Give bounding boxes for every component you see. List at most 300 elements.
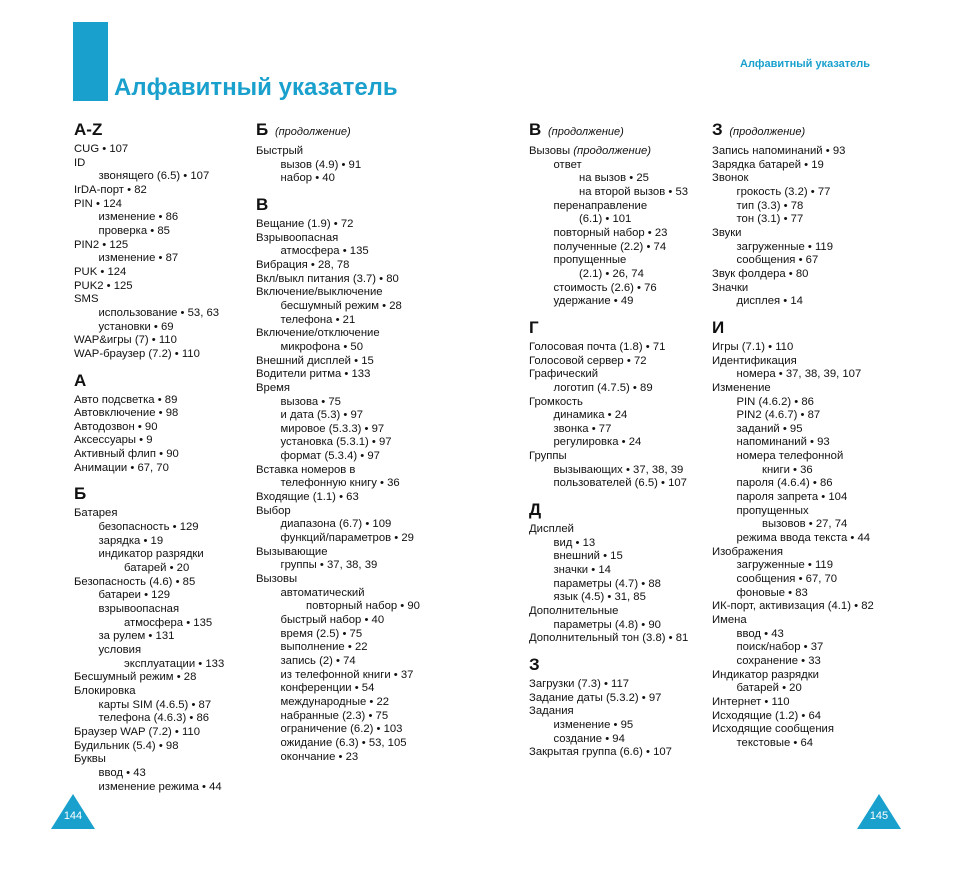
index-entry <box>256 355 441 369</box>
index-entry-text: динамика • 24 <box>553 409 628 422</box>
index-entry-text: условия <box>98 644 142 656</box>
index-entry-text: автоматический <box>280 586 365 599</box>
index-entry-text: Игры (7.1) • 110 <box>712 340 794 353</box>
index-entry-text: телефона (4.6.3) • 86 <box>98 712 210 725</box>
index-entry-text: звонка • 77 <box>553 422 612 435</box>
index-subentry <box>529 213 704 227</box>
index-entry <box>529 705 704 719</box>
index-column-3 <box>529 120 704 760</box>
index-subentry <box>529 550 704 564</box>
index-entry <box>712 669 887 683</box>
section-letter: Б <box>256 120 269 139</box>
index-entry-text: Активный флип • 90 <box>74 448 179 461</box>
index-entry <box>712 696 887 710</box>
index-subentry <box>529 733 704 747</box>
index-entry-text: параметры (4.7) • 88 <box>553 577 661 590</box>
index-entry-text: установка (5.3.1) • 97 <box>280 436 392 449</box>
index-entry-text: Звуки <box>712 226 742 239</box>
index-entry-text: регулировка • 24 <box>553 436 642 449</box>
index-entry-text: Дисплей <box>529 523 574 536</box>
index-subentry <box>712 587 887 601</box>
index-entry-text: логотип (4.7.5) • 89 <box>553 381 653 394</box>
index-entry-text: тон (3.1) • 77 <box>736 213 804 226</box>
index-entry-text: пропущенных <box>736 504 809 517</box>
index-subentry <box>529 186 704 200</box>
index-subentry <box>712 186 887 200</box>
index-entry-text: вызывающих • 37, 38, 39 <box>553 463 684 476</box>
index-subentry <box>712 464 887 478</box>
index-entry-text: безопасность • 129 <box>98 521 199 534</box>
index-entry-text: набранные (2.3) • 75 <box>280 709 389 722</box>
page-number-right: 145 <box>869 810 889 822</box>
index-entry <box>529 341 704 355</box>
index-entry-text: Индикатор разрядки <box>712 668 819 681</box>
index-entry <box>256 491 441 505</box>
section-letter: З <box>529 655 540 674</box>
index-subentry <box>529 200 704 214</box>
index-subentry <box>256 532 441 546</box>
index-entry-text: вызовов • 27, 74 <box>762 518 848 531</box>
index-entry <box>256 218 441 232</box>
index-entry-text: сохранение • 33 <box>736 654 821 667</box>
index-subentry <box>712 450 887 464</box>
index-entry-text: Буквы <box>74 753 106 766</box>
index-entry <box>712 600 887 614</box>
index-entry-text: Голосовая почта (1.8) • 71 <box>529 340 666 353</box>
index-subentry <box>74 521 249 535</box>
index-entry-text: Быстрый <box>256 145 304 157</box>
index-entry-text: Значки <box>712 281 749 294</box>
index-subentry <box>256 669 441 683</box>
section-letter: З <box>712 120 723 139</box>
index-subentry <box>74 562 249 576</box>
running-header: Алфавитный указатель <box>740 58 871 70</box>
index-entry <box>712 268 887 282</box>
index-entry-text: атмосфера • 135 <box>280 245 369 258</box>
index-subentry <box>712 295 887 309</box>
index-entry-text: заданий • 95 <box>736 422 803 435</box>
index-entry <box>529 145 704 159</box>
index-entry-text: функций/параметров • 29 <box>280 532 414 545</box>
section-letter: В <box>256 194 269 214</box>
index-entry-text: PIN2 (4.6.7) • 87 <box>736 409 821 422</box>
index-entry <box>256 232 441 246</box>
index-entry <box>256 546 441 560</box>
section-letter-heading <box>256 120 441 142</box>
index-subentry <box>529 578 704 592</box>
index-entry-text: вызов (4.9) • 91 <box>280 158 362 171</box>
index-entry <box>74 280 249 294</box>
index-subentry <box>712 213 887 227</box>
index-subentry <box>256 641 441 655</box>
index-entry <box>74 157 249 171</box>
index-entry <box>712 355 887 369</box>
index-entry-text: Вещание (1.9) • 72 <box>256 217 354 230</box>
index-subentry <box>256 655 441 669</box>
index-entry-text: ожидание (6.3) • 53, 105 <box>280 736 407 749</box>
index-subentry <box>712 409 887 423</box>
index-entry-text: Интернет • 110 <box>712 695 790 708</box>
index-entry-text: язык (4.5) • 31, 85 <box>553 591 646 604</box>
index-entry-text: Время <box>256 381 290 394</box>
index-entry <box>529 746 704 760</box>
index-entry-text: ответ <box>553 158 582 171</box>
index-entry-text: время (2.5) • 75 <box>280 627 363 640</box>
index-entry-text: тип (3.3) • 78 <box>736 199 804 212</box>
index-subentry <box>256 587 441 601</box>
index-subentry <box>256 314 441 328</box>
index-entry <box>256 327 441 341</box>
continued-note: (продолжение) <box>729 126 806 138</box>
index-subentry <box>256 172 441 186</box>
section-letter-heading <box>712 120 887 142</box>
index-entry-text: за рулем • 131 <box>98 630 175 643</box>
index-entry-text: на второй вызов • 53 <box>579 185 689 198</box>
index-entry-text: Выбор <box>256 504 291 517</box>
index-entry-text: PUK • 124 <box>74 265 127 278</box>
continued-note: (продолжение) <box>573 145 652 157</box>
index-subentry <box>712 737 887 751</box>
index-entry-text: книги • 36 <box>762 463 813 476</box>
index-entry <box>74 576 249 590</box>
index-entry-text: изменение режима • 44 <box>98 780 222 793</box>
index-entry-text: внешний • 15 <box>553 550 623 563</box>
index-entry-text: Автодозвон • 90 <box>74 420 158 433</box>
index-entry <box>74 143 249 157</box>
index-entry-text: Бесшумный режим • 28 <box>74 671 197 684</box>
index-entry-text: запись (2) • 74 <box>280 654 356 667</box>
index-subentry <box>529 477 704 491</box>
index-subentry <box>712 655 887 669</box>
index-entry <box>529 523 704 537</box>
index-entry-text: и дата (5.3) • 97 <box>280 409 364 422</box>
index-entry <box>74 421 249 435</box>
index-entry-text: режима ввода текста • 44 <box>736 532 871 545</box>
index-entry <box>529 632 704 646</box>
index-entry-text: Включение/выключение <box>256 286 383 299</box>
index-subentry <box>529 436 704 450</box>
index-subentry <box>529 409 704 423</box>
index-entry-text: Задания <box>529 705 574 718</box>
index-entry-text: Взрывоопасная <box>256 231 339 244</box>
index-entry <box>256 286 441 300</box>
index-subentry <box>712 532 887 546</box>
index-entry <box>712 614 887 628</box>
index-subentry <box>74 699 249 713</box>
continued-note: (продолжение) <box>548 126 624 138</box>
index-entry-text: удержание • 49 <box>553 295 634 308</box>
index-entry <box>256 382 441 396</box>
index-entry <box>74 462 249 476</box>
index-entry-text: изменение • 87 <box>98 252 179 265</box>
index-entry-text: бесшумный режим • 28 <box>280 299 402 312</box>
index-entry-text: дисплея • 14 <box>736 295 803 308</box>
index-entry <box>712 227 887 241</box>
section-letter: Б <box>74 484 87 504</box>
index-entry-text: загруженные • 119 <box>736 240 833 253</box>
index-entry <box>256 573 441 587</box>
index-entry-text: Водители ритма • 133 <box>256 368 371 381</box>
index-subentry <box>74 170 249 184</box>
index-entry-text: атмосфера • 135 <box>124 616 213 629</box>
index-entry-text: Зарядка батарей • 19 <box>712 158 824 171</box>
index-subentry <box>529 619 704 633</box>
index-entry-text: Вызывающие <box>256 545 328 558</box>
index-entry-text: мировое (5.3.3) • 97 <box>280 422 385 435</box>
index-entry-text: Загрузки (7.3) • 117 <box>529 678 630 690</box>
index-column-2 <box>256 120 441 764</box>
index-subentry <box>529 719 704 733</box>
section-letter: Д <box>529 500 542 520</box>
index-subentry <box>529 159 704 173</box>
index-entry <box>74 740 249 754</box>
index-entry-text: формат (5.3.4) • 97 <box>280 450 380 463</box>
index-entry <box>529 396 704 410</box>
index-entry-text: ИК-порт, активизация (4.1) • 82 <box>712 600 874 613</box>
index-subentry <box>256 614 441 628</box>
index-subentry <box>74 535 249 549</box>
index-entry-text: SMS <box>74 293 99 306</box>
index-entry <box>712 145 887 159</box>
index-subentry <box>712 682 887 696</box>
index-entry <box>256 464 441 478</box>
index-entry <box>529 368 704 382</box>
index-entry-text: изменение • 95 <box>553 718 634 731</box>
index-entry <box>712 159 887 173</box>
index-subentry <box>529 227 704 241</box>
index-entry <box>712 546 887 560</box>
index-subentry <box>74 630 249 644</box>
index-subentry <box>712 254 887 268</box>
index-entry-text: (2.1) • 26, 74 <box>579 267 644 280</box>
index-entry-text: PIN2 • 125 <box>74 238 129 251</box>
index-entry-text: вид • 13 <box>553 536 596 549</box>
index-entry-text: ввод • 43 <box>736 627 784 640</box>
index-entry-text: батарей • 20 <box>736 682 802 695</box>
index-entry-text: телефона • 21 <box>280 313 356 326</box>
index-entry-text: окончание • 23 <box>280 750 359 763</box>
index-subentry <box>529 268 704 282</box>
index-subentry <box>712 200 887 214</box>
index-subentry <box>256 737 441 751</box>
index-entry-text: Вызовы <box>529 145 571 157</box>
index-entry <box>256 145 441 159</box>
index-subentry <box>712 477 887 491</box>
index-entry-text: международные • 22 <box>280 695 390 708</box>
index-entry <box>256 368 441 382</box>
index-entry-text: пароля (4.6.4) • 86 <box>736 477 833 490</box>
index-entry-text: Дополнительный тон (3.8) • 81 <box>529 632 689 645</box>
index-entry <box>74 334 249 348</box>
index-entry <box>74 394 249 408</box>
index-entry-text: Исходящие сообщения <box>712 723 834 736</box>
index-subentry <box>256 710 441 724</box>
index-entry-text: значки • 14 <box>553 564 611 577</box>
index-entry-text: IrDA-порт • 82 <box>74 183 147 196</box>
index-column-1 <box>74 120 249 794</box>
index-entry-text: грокость (3.2) • 77 <box>736 185 831 198</box>
index-entry <box>529 605 704 619</box>
index-subentry <box>712 628 887 642</box>
section-letter-heading <box>529 120 704 142</box>
section-letter-heading <box>74 371 249 391</box>
section-letter: И <box>712 317 725 337</box>
index-entry-text: Автовключение • 98 <box>74 407 179 420</box>
index-subentry <box>74 603 249 617</box>
section-letter-heading <box>74 120 249 140</box>
index-entry-text: Вибрация • 28, 78 <box>256 258 350 271</box>
index-entry-text: Дополнительные <box>529 605 619 618</box>
index-entry <box>74 753 249 767</box>
index-entry-text: Запись напоминаний • 93 <box>712 145 846 157</box>
index-entry-text: зарядка • 19 <box>98 534 164 547</box>
index-entry <box>529 678 704 692</box>
index-subentry <box>256 600 441 614</box>
index-entry-text: Браузер WAP (7.2) • 110 <box>74 725 200 738</box>
index-entry-text: перенаправление <box>553 199 648 212</box>
index-entry <box>74 726 249 740</box>
index-subentry <box>256 751 441 765</box>
index-entry-text: Вызовы <box>256 573 298 586</box>
index-entry-text: номера • 37, 38, 39, 107 <box>736 368 862 381</box>
index-entry-text: Задание даты (5.3.2) • 97 <box>529 691 662 704</box>
index-entry-text: быстрый набор • 40 <box>280 614 385 626</box>
index-entry-text: сообщения • 67, 70 <box>736 573 838 586</box>
index-subentry <box>712 518 887 532</box>
index-entry-text: взрывоопасная <box>98 603 180 616</box>
index-entry-text: Вкл/выкл питания (3.7) • 80 <box>256 272 399 285</box>
index-entry-text: (6.1) • 101 <box>579 213 632 226</box>
index-subentry <box>712 641 887 655</box>
index-entry-text: телефонную книгу • 36 <box>280 477 400 490</box>
index-entry-text: пароля запрета • 104 <box>736 491 848 504</box>
index-entry-text: Графический <box>529 368 599 381</box>
index-entry-text: Анимации • 67, 70 <box>74 461 169 474</box>
section-letter-heading <box>712 318 887 338</box>
index-entry-text: текстовые • 64 <box>736 736 814 749</box>
index-entry-text: Изображения <box>712 545 783 558</box>
index-entry-text: на вызов • 25 <box>579 172 649 185</box>
index-entry-text: параметры (4.8) • 90 <box>553 618 661 631</box>
index-entry <box>74 293 249 307</box>
section-letter-heading <box>529 318 704 338</box>
index-entry-text: полученные (2.2) • 74 <box>553 240 667 253</box>
index-entry-text: ввод • 43 <box>98 766 146 779</box>
index-entry <box>712 723 887 737</box>
section-letter: В <box>529 120 542 139</box>
index-subentry <box>712 368 887 382</box>
index-entry-text: Изменение <box>712 381 771 394</box>
index-entry-text: Безопасность (4.6) • 85 <box>74 575 196 588</box>
index-entry-text: проверка • 85 <box>98 224 170 237</box>
index-subentry <box>74 658 249 672</box>
index-entry-text: группы • 37, 38, 39 <box>280 559 378 572</box>
index-entry-text: Вставка номеров в <box>256 463 356 476</box>
index-entry <box>74 348 249 362</box>
index-entry-text: ограничение (6.2) • 103 <box>280 723 403 736</box>
index-entry-text: Исходящие (1.2) • 64 <box>712 709 822 722</box>
index-entry-text: использование • 53, 63 <box>98 306 220 319</box>
page-number-left: 144 <box>63 810 83 822</box>
index-entry-text: Звук фолдера • 80 <box>712 267 809 280</box>
index-entry <box>712 172 887 186</box>
index-entry-text: Закрытая группа (6.6) • 107 <box>529 746 672 759</box>
index-entry-text: Авто подсветка • 89 <box>74 393 178 406</box>
index-entry-text: батареи • 129 <box>98 589 171 602</box>
index-entry-text: карты SIM (4.6.5) • 87 <box>98 698 212 711</box>
index-entry <box>74 239 249 253</box>
index-subentry <box>256 559 441 573</box>
index-subentry <box>529 382 704 396</box>
index-subentry <box>74 252 249 266</box>
index-entry <box>74 507 249 521</box>
index-entry-text: повторный набор • 90 <box>306 600 420 613</box>
index-subentry <box>256 300 441 314</box>
index-entry-text: поиск/набор • 37 <box>736 641 824 654</box>
index-entry-text: из телефонной книги • 37 <box>280 668 414 681</box>
section-letter-heading <box>529 500 704 520</box>
index-entry-text: загруженные • 119 <box>736 559 833 572</box>
index-entry-text: вызова • 75 <box>280 395 341 408</box>
index-entry-text: диапазона (6.7) • 109 <box>280 518 392 531</box>
index-entry-text: установки • 69 <box>98 320 174 333</box>
index-entry <box>712 282 887 296</box>
index-entry-text: пропущенные <box>553 254 627 267</box>
index-entry-text: фоновые • 83 <box>736 586 808 599</box>
index-entry <box>256 259 441 273</box>
index-subentry <box>74 781 249 795</box>
index-subentry <box>256 396 441 410</box>
index-entry <box>74 198 249 212</box>
index-entry-text: PIN (4.6.2) • 86 <box>736 395 814 408</box>
index-entry-text: повторный набор • 23 <box>553 226 668 239</box>
index-entry <box>529 450 704 464</box>
index-entry-text: набор • 40 <box>280 172 335 185</box>
index-subentry <box>256 450 441 464</box>
index-entry-text: конференции • 54 <box>280 682 375 695</box>
index-entry <box>256 505 441 519</box>
section-letter: A-Z <box>74 120 103 139</box>
index-entry-text: Включение/отключение <box>256 327 380 340</box>
index-entry <box>74 434 249 448</box>
index-subentry <box>74 617 249 631</box>
index-entry <box>74 685 249 699</box>
index-subentry <box>256 423 441 437</box>
index-subentry <box>712 491 887 505</box>
index-subentry <box>74 225 249 239</box>
index-subentry <box>256 409 441 423</box>
index-subentry <box>529 282 704 296</box>
index-subentry <box>256 159 441 173</box>
index-subentry <box>529 172 704 186</box>
index-subentry <box>256 696 441 710</box>
index-entry-text: WAP&игры (7) • 110 <box>74 334 177 347</box>
index-entry-text: WAP-браузер (7.2) • 110 <box>74 347 200 360</box>
index-subentry <box>74 321 249 335</box>
index-subentry <box>74 644 249 658</box>
index-subentry <box>529 591 704 605</box>
index-entry-text: Голосовой сервер • 72 <box>529 354 647 367</box>
index-entry-text: PIN • 124 <box>74 197 122 210</box>
index-subentry <box>529 295 704 309</box>
index-entry-text: батарей • 20 <box>124 562 190 575</box>
index-entry-text: номера телефонной <box>736 450 844 463</box>
index-entry-text: индикатор разрядки <box>98 548 204 561</box>
index-subentry <box>256 436 441 450</box>
index-entry-text: микрофона • 50 <box>280 340 363 353</box>
index-entry <box>712 382 887 396</box>
index-entry-text: ID <box>74 156 86 169</box>
